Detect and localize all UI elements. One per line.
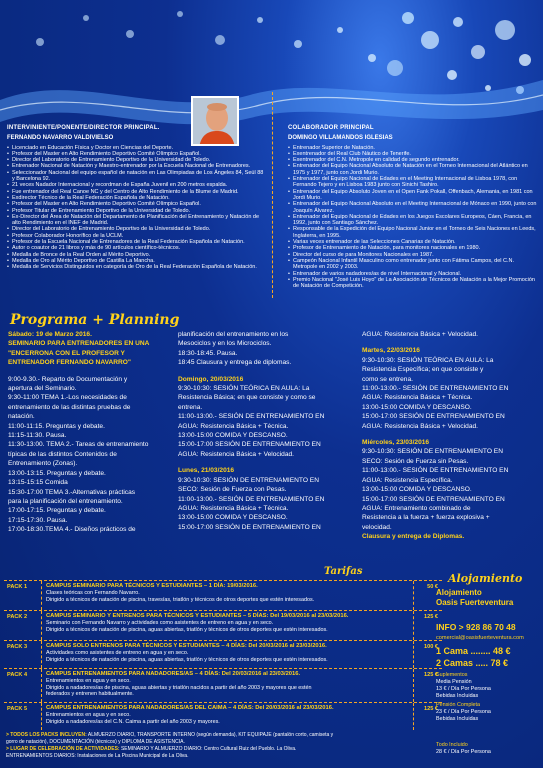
list-item: • Entrenador del Equipo Absoluto Joven en el Open Fank Pokall, Offenbach, Alemania, en 1981 con Jordi Murio.	[288, 189, 538, 202]
schedule-line: 15:30-17:00 TEMA 3.-Alternativas prácticas	[8, 488, 136, 496]
row-divider	[413, 669, 414, 702]
schedule-line: 15:00-17:00 SESIÓN DE ENTRENAMIENTO EN	[178, 441, 321, 449]
schedule-line: Domingo, 20/03/2016	[178, 375, 244, 383]
tarifas-title: Tarifas	[324, 566, 363, 577]
schedule-line: Resistencia Específica; en que consiste y	[362, 366, 484, 374]
schedule-line: típicas de las distintos Contenidos de	[8, 450, 117, 458]
pack-description: Entrenamientos en agua y en seco.	[46, 712, 131, 718]
list-item: • Entrenador del Equipo Nacional de Edades en el Meeting Internacional de Lisboa 1978, con Fernando Tejero y en Lisboa 1983 junto con Sinichi Tashiro.	[288, 176, 538, 189]
schedule-line: Sábado: 19 de Marzo 2016.	[8, 331, 92, 338]
list-item: • Profesor del Master en Alto Rendimiento Deportivo Comité Olímpico Español.	[7, 151, 265, 157]
schedule-line: 13:15-15:15 Comida	[8, 479, 68, 487]
list-item: • Profesor de la Escuela Nacional de Entrenadores de la Real Federación Española de Natación.	[7, 239, 265, 245]
schedule-line: 9:30-11:00 TEMA 1.-Los necesidades de	[8, 394, 127, 402]
schedule-line: 18:45 Clausura y entrega de diplomas.	[178, 359, 292, 367]
schedule-line: AGUA: Resistencia Básica + Velocidad.	[362, 422, 478, 430]
schedule-line: AGUA: Resistencia Básica + Técnica.	[178, 422, 289, 430]
list-item: • Director del Laboratorio de Entrenamiento Deportivo de la Universidad de Toledo.	[7, 157, 265, 163]
supplement-line: Media Pensión	[436, 679, 472, 685]
schedule-line: Martes, 22/03/2016	[362, 347, 420, 355]
schedule-line: 11:00-11:15. Preguntas y debate.	[8, 422, 105, 430]
list-item: • Entrenador del Equipo Nacional Absoluto de Natación en el Torneo Internacional del Atlántico en 1975 y 1977, junto con Jordi Murio.	[288, 163, 538, 176]
schedule-line: 13:00-15:00 COMIDA Y DESCANSO.	[178, 432, 288, 440]
row-divider	[41, 641, 42, 668]
list-item: • Autor o coautor de 21 libros y más de 90 artículos científico-técnicos.	[7, 245, 265, 251]
footer-line	[6, 732, 436, 739]
schedule-line: apertura del Seminario.	[8, 385, 77, 393]
schedule-line: 13:00-13:15. Preguntas y debate.	[8, 469, 106, 477]
pack-title: CAMPUS SOLO ENTRENOS PARA TÉCNICOS Y ESTUDIANTES – 4 DÍAS: Del 20/03/2016 al 23/03/2016.	[46, 643, 327, 649]
schedule-gap	[362, 339, 538, 346]
list-item: • Profesor de Entrenamiento de Natación, para monitores nacionales en 1980.	[288, 245, 538, 251]
schedule-line: natación.	[8, 413, 35, 421]
row-divider	[413, 611, 414, 640]
footer-text: SEMINARIO Y ALMUERZO DIARIO: Centro Cultural Ruiz del Pueblo. La Oliva.	[119, 746, 297, 752]
list-item: • Entrenador de varios nadadores/as de nivel Internacional y Nacional.	[288, 271, 538, 277]
footer-label: > LUGAR DE CELEBRACIÓN DE ACTIVIDADES:	[6, 746, 120, 752]
hotel-phone[interactable]: INFO > 928 86 70 48	[436, 622, 516, 632]
pack-label: PACK 3	[7, 644, 28, 650]
schedule-column-2	[178, 330, 348, 532]
schedule-line: Miércoles, 23/03/2016	[362, 439, 430, 447]
row-divider	[41, 611, 42, 640]
pack-price: 100 €	[424, 644, 438, 650]
list-item: • Campeón Nacional Infantil Masculino como entrenador junto con Fátima Campos, del C.N. Metropole en 2002 y 2003.	[288, 258, 538, 271]
row-divider	[413, 641, 414, 668]
supplement-line: 13 € / Día Por Persona	[436, 686, 491, 692]
schedule-line: SECO: Sesión de Fuerza sin Pesas.	[362, 457, 469, 465]
schedule-line: AGUA: Resistencia Básica + Técnica.	[362, 394, 473, 402]
speaker-credentials	[7, 145, 265, 271]
pack-description: Dirigido a técnicos de natación de piscina, travesías, triatlón y técnicos de otros deportes que estén interesados.	[46, 596, 315, 603]
schedule-line: para la planificación del entrenamiento.	[8, 497, 123, 505]
schedule-line: AGUA: Resistencia Básica + Velocidad.	[178, 450, 294, 458]
schedule-line: Resistencia a la fuerza + fuerza explosiva +	[362, 514, 490, 522]
schedule-line: 9:30-10:30: SESIÓN DE ENTRENAMIENTO EN	[362, 448, 503, 456]
schedule-column-3	[362, 330, 538, 542]
all-inclusive	[436, 742, 491, 756]
list-item: • 21 veces Nadador Internacional y recordman de España Juvenil en 200 metros espalda.	[7, 182, 265, 188]
schedule-line: 17:00-17:15. Preguntas y debate.	[8, 507, 106, 515]
list-item: • Profesor Titular de Entrenamiento Deportivo de la Universidad de Toledo.	[7, 208, 265, 214]
list-item: • Medalla de Oro al Mérito Deportivo de Castilla La Mancha.	[7, 258, 265, 264]
schedule-line: 13:00-15:00 COMIDA Y DESCANSO.	[362, 403, 472, 411]
schedule-line: Resistencia Básica; en que consiste y como se	[178, 394, 316, 402]
collaborator-heading: COLABORADOR PRINCIPAL	[288, 125, 374, 131]
schedule-column-1	[8, 330, 173, 535]
speaker-name: FERNANDO NAVARRO VALDIVIELSO	[7, 135, 114, 142]
schedule-line: "ENCERRONA CON EL PROFESOR Y	[8, 349, 125, 357]
schedule-line: Entrenamiento (Zonas).	[8, 460, 78, 468]
schedule-line: velocidad.	[362, 523, 392, 531]
footer-label: > TODOS LOS PACKS INCLUYEN:	[6, 732, 87, 738]
pack-title: CAMPUS SEMINARIO PARA TÉCNICOS Y ESTUDIANTES – 1 DÍA: 19/03/2016.	[46, 583, 258, 589]
hotel-label: Alojamiento	[436, 588, 482, 597]
row-divider	[41, 669, 42, 702]
list-item: • Profesor Colaborador Honorífico de la UCLM.	[7, 233, 265, 239]
schedule-line: AGUA: Resistencia Básica + Velocidad.	[362, 331, 478, 338]
hotel-email[interactable]: comercial@oasisfuerteventura.com	[436, 635, 524, 641]
schedule-line: 9:30-10:30: SESIÓN TEÓRICA EN AULA: La	[178, 385, 310, 393]
list-item: • Medalla de Servicios Distinguidos en categoría de Oro de la Real Federación Española de Natación.	[7, 264, 265, 270]
schedule-line: 15:00-17:00 SESIÓN DE ENTRENAMIENTO EN	[362, 495, 505, 503]
list-item: • Entrenador Superior de Natación.	[288, 145, 538, 151]
pack-label: PACK 2	[7, 614, 28, 620]
pack-title: CAMPUS SEMINARIO Y ENTRENOS PARA TÉCNICOS Y ESTUDIANTES – 5 DÍAS: Del 19/03/2016 al 23/03/2016.	[46, 613, 349, 619]
pack-row	[4, 702, 442, 730]
list-item: • Varias veces entrenador de las Selecciones Canarias de Natación.	[288, 239, 538, 245]
schedule-line: Mesociclos y en los Microciclos.	[178, 340, 272, 348]
pack-description: Dirigido a nadadores/as de piscina, aguas abiertas y triatlón nacidos a partir del año 2003 y mayores que estén	[46, 684, 312, 691]
schedule-line: planificación del entrenamiento en los	[178, 331, 289, 338]
schedule-line: 9:30-10:30: SESIÓN TEÓRICA EN AULA: La	[362, 356, 494, 364]
pack-price: 125 €	[424, 672, 438, 678]
hotel-title: Oasis Fuerteventura	[436, 598, 514, 607]
room-single-price: 1 Cama ........ 48 €	[436, 646, 511, 656]
schedule-line: ENTRENADOR FERNANDO NAVARRO"	[8, 359, 132, 367]
schedule-line: entrenamiento de las distintas pruebas de	[8, 403, 131, 411]
column-divider	[272, 92, 273, 298]
schedule-line: Lunes, 21/03/2016	[178, 467, 235, 475]
program-title: Programa + Planning	[10, 312, 180, 328]
schedule-line: 17:00-18:30.TEMA 4.- Diseños prácticos de	[8, 526, 136, 534]
schedule-line: como se entrena.	[362, 375, 413, 383]
alojamiento-title: Alojamiento	[448, 572, 523, 585]
schedule-line: 11:15-11:30. Pausa.	[8, 432, 67, 440]
schedule-line: 11:00-13:00.- SESIÓN DE ENTRENAMIENTO EN	[178, 413, 325, 421]
schedule-gap	[8, 368, 173, 375]
footer-text: ALMUERZO DIARIO, TRANSPORTE INTERNO (según demanda), KIT EQUIPAJE (pantalón corto, camiseta y	[86, 732, 334, 738]
pack-label: PACK 5	[7, 706, 28, 712]
schedule-line: SEMINARIO PARA ENTRENADORES EN UNA	[8, 340, 150, 348]
schedule-line: SECO: Sesión de Fuerza con Pesas.	[178, 486, 287, 494]
pack-description: Clases teóricas con Fernando Navarro.	[46, 590, 140, 596]
pack-row	[4, 668, 442, 702]
collaborator-name: DOMINGO VILLAMANDOS IGLESIAS	[288, 135, 393, 142]
schedule-line: 17:15-17:30. Pausa.	[8, 516, 68, 524]
pack-price: 125 €	[424, 706, 438, 712]
list-item: • Exentrenador del Real Club Náutico de Tenerife.	[288, 151, 538, 157]
schedule-line: 9:30-10:30: SESIÓN DE ENTRENAMIENTO EN	[178, 476, 319, 484]
schedule-line: AGUA: Resistencia Básica + Técnica.	[178, 504, 289, 512]
all-inclusive-line: 28 € / Día Por Persona	[436, 749, 491, 755]
pack-description: Dirigido a técnicos de natación de piscina, aguas abiertas, triatlón y técnicos de otros deportes que estén interesados.	[46, 656, 328, 663]
schedule-line: 18:30-18:45. Pausa.	[178, 349, 238, 357]
schedule-line: Clausura y entrega de Diplomas.	[362, 533, 465, 541]
schedule-line: AGUA: Resistencia Específica.	[362, 476, 453, 484]
list-item: • Entrenador del Equipo Nacional Absoluto en el Meeting Internacional de Mónaco en 1990, junto con Joaquín Álvarez.	[288, 201, 538, 214]
footer-line: ENTRENAMIENTOS DIARIOS: Instalaciones de La Piscina Municipal de La Oliva.	[6, 753, 189, 759]
footer-line: gorro de natación), DOCUMENTACIÓN (técnicos) y DIPLOMA DE ASISTENCIA.	[6, 739, 185, 745]
pack-description: Dirigido a nadadores/as del C.N. Caima a partir del año 2003 y mayores.	[46, 718, 220, 725]
speaker-section	[7, 125, 265, 305]
list-item: • Director del curso de para Monitores Nacionales en 1987.	[288, 252, 538, 258]
supplements	[436, 672, 491, 700]
schedule-line: entrena.	[178, 403, 203, 411]
list-item: • Medalla de Bronce de la Real Orden al Mérito Deportivo.	[7, 252, 265, 258]
footer-line	[6, 746, 436, 753]
list-item: • Profesor del Master en Alto Rendimiento Deportivo Comité Olímpico Español.	[7, 201, 265, 207]
list-item: • Entrenador Nacional de Natación y Maestro-entrenador por la Escuela Nacional de Entrenadores.	[7, 163, 265, 169]
schedule-line: 11:00-13:00.- SESIÓN DE ENTRENAMIENTO EN	[362, 467, 509, 475]
schedule-line: 11:00-13:00.- SESIÓN DE ENTRENAMIENTO EN	[178, 495, 325, 503]
list-item: • Exentrenador del C.N. Metropole en calidad de segundo entrenador.	[288, 157, 538, 163]
list-item: • Director del Laboratorio de Entrenamiento Deportivo de la Universidad de Toledo.	[7, 226, 265, 232]
pack-price: 50 €	[427, 584, 438, 590]
schedule-line: 9:00-9.30.- Reparto de Documentación y	[8, 375, 128, 383]
schedule-line: 13:00-15:00 COMIDA Y DESCANSO.	[362, 486, 472, 494]
row-divider	[413, 703, 414, 730]
pack-title: CAMPUS ENTRENAMIENTOS PARA NADADORES/AS – 4 DÍAS: Del 20/03/2016 al 23/03/2016.	[46, 671, 301, 677]
list-item: • Licenciado en Educación Física y Doctor en Ciencias del Deporte.	[7, 145, 265, 151]
supplement-line: Bebidas Incluidas	[436, 693, 479, 699]
pack-description: Entrenamientos en agua y en seco.	[46, 678, 131, 684]
schedule-line: 11:30-13:00. TEMA 2.- Tareas de entrenamiento	[8, 441, 149, 449]
schedule-gap	[178, 368, 348, 375]
speaker-heading: INTERVINIENTE/PONENTE/DIRECTOR PRINCIPAL.	[7, 125, 160, 131]
list-item: • Ex-Director del Área de Natación del Departamento de Planificación del Entrenamiento y Natación de alto Rendimiento en el INEF de Madrid.	[7, 214, 265, 227]
schedule-gap	[178, 459, 348, 466]
pack-label: PACK 4	[7, 672, 28, 678]
list-item: • Exdirector Técnico de la Real Federación Española de Natación.	[7, 195, 265, 201]
schedule-line: 15:00-17:00 SESIÓN DE ENTRENAMIENTO EN	[178, 523, 321, 531]
list-item: • Entrenador del Equipo Nacional de Edades en los Juegos Escolares Europeos, Cáen, Francia, en 1992, junto con Santiago Sánchez.	[288, 214, 538, 227]
schedule-line: 11:00-13:00.- SESIÓN DE ENTRENAMIENTO EN	[362, 385, 509, 393]
full-board-title: Pensión Completa	[436, 702, 481, 708]
pack-row	[4, 580, 442, 610]
full-board-line: 23 € / Día Por Persona	[436, 709, 491, 715]
hotel-name	[436, 588, 513, 608]
list-item: • Premio Nacional "José Luis Hoyo" de La Asociación de Técnicos de Natación a la Mejor Promoción de Natación de Competición.	[288, 277, 538, 290]
all-inclusive-title: Todo Incluido	[436, 742, 468, 748]
pack-label: PACK 1	[7, 584, 28, 590]
full-board	[436, 702, 491, 723]
list-item: • Responsable de la Expedición del Equipo Nacional Junior en el Torneo de Seis Naciones en Leeds, Inglaterra, en 1995.	[288, 226, 538, 239]
pack-title: CAMPUS ENTRENAMIENTOS PARA NADADORES/AS DEL CAIMA – 4 DÍAS: Del 20/03/2016 al 23/03/2016.	[46, 705, 334, 711]
full-board-line: Bebidas Incluidas	[436, 716, 479, 722]
list-item: • Seleccionador Nacional del equipo español de natación en Las Olimpiadas de Los Ángeles 84, Seúl 88 y Barcelona 92.	[7, 170, 265, 183]
room-double-price: 2 Camas ..... 78 €	[436, 658, 509, 668]
schedule-line: 13:00-15:00 COMIDA Y DESCANSO.	[178, 514, 288, 522]
pack-description: Dirigido a técnicos de natación de piscina, aguas abiertas, triatlón y técnicos de otros deportes que estén interesados.	[46, 626, 328, 633]
row-divider	[41, 581, 42, 610]
schedule-line: 15:00-17:00 SESIÓN DE ENTRENAMIENTO EN	[362, 413, 505, 421]
footer-notes	[6, 732, 436, 760]
schedule-gap	[362, 431, 538, 438]
pack-description: federados y entrenen habitualmente.	[46, 691, 134, 697]
pack-description: Actividades como asistentes de entreno en agua y en seco.	[46, 650, 189, 656]
pack-price: 125 €	[424, 614, 438, 620]
pack-row	[4, 610, 442, 640]
collaborator-credentials	[288, 145, 538, 290]
pack-description: Seminario con Fernando Navarro y actividades como asistentes de entreno en agua y en seco.	[46, 620, 274, 626]
collaborator-section	[288, 125, 538, 305]
pack-row	[4, 640, 442, 668]
list-item: • Fue entrenador del Real Canoe NC y del Centro de Alto Rendimiento de la Blume de Madrid.	[7, 189, 265, 195]
supplements-title: Suplementos	[436, 672, 468, 678]
row-divider	[413, 581, 414, 610]
row-divider	[41, 703, 42, 730]
schedule-line: AGUA: Entrenamiento combinado de	[362, 504, 471, 512]
